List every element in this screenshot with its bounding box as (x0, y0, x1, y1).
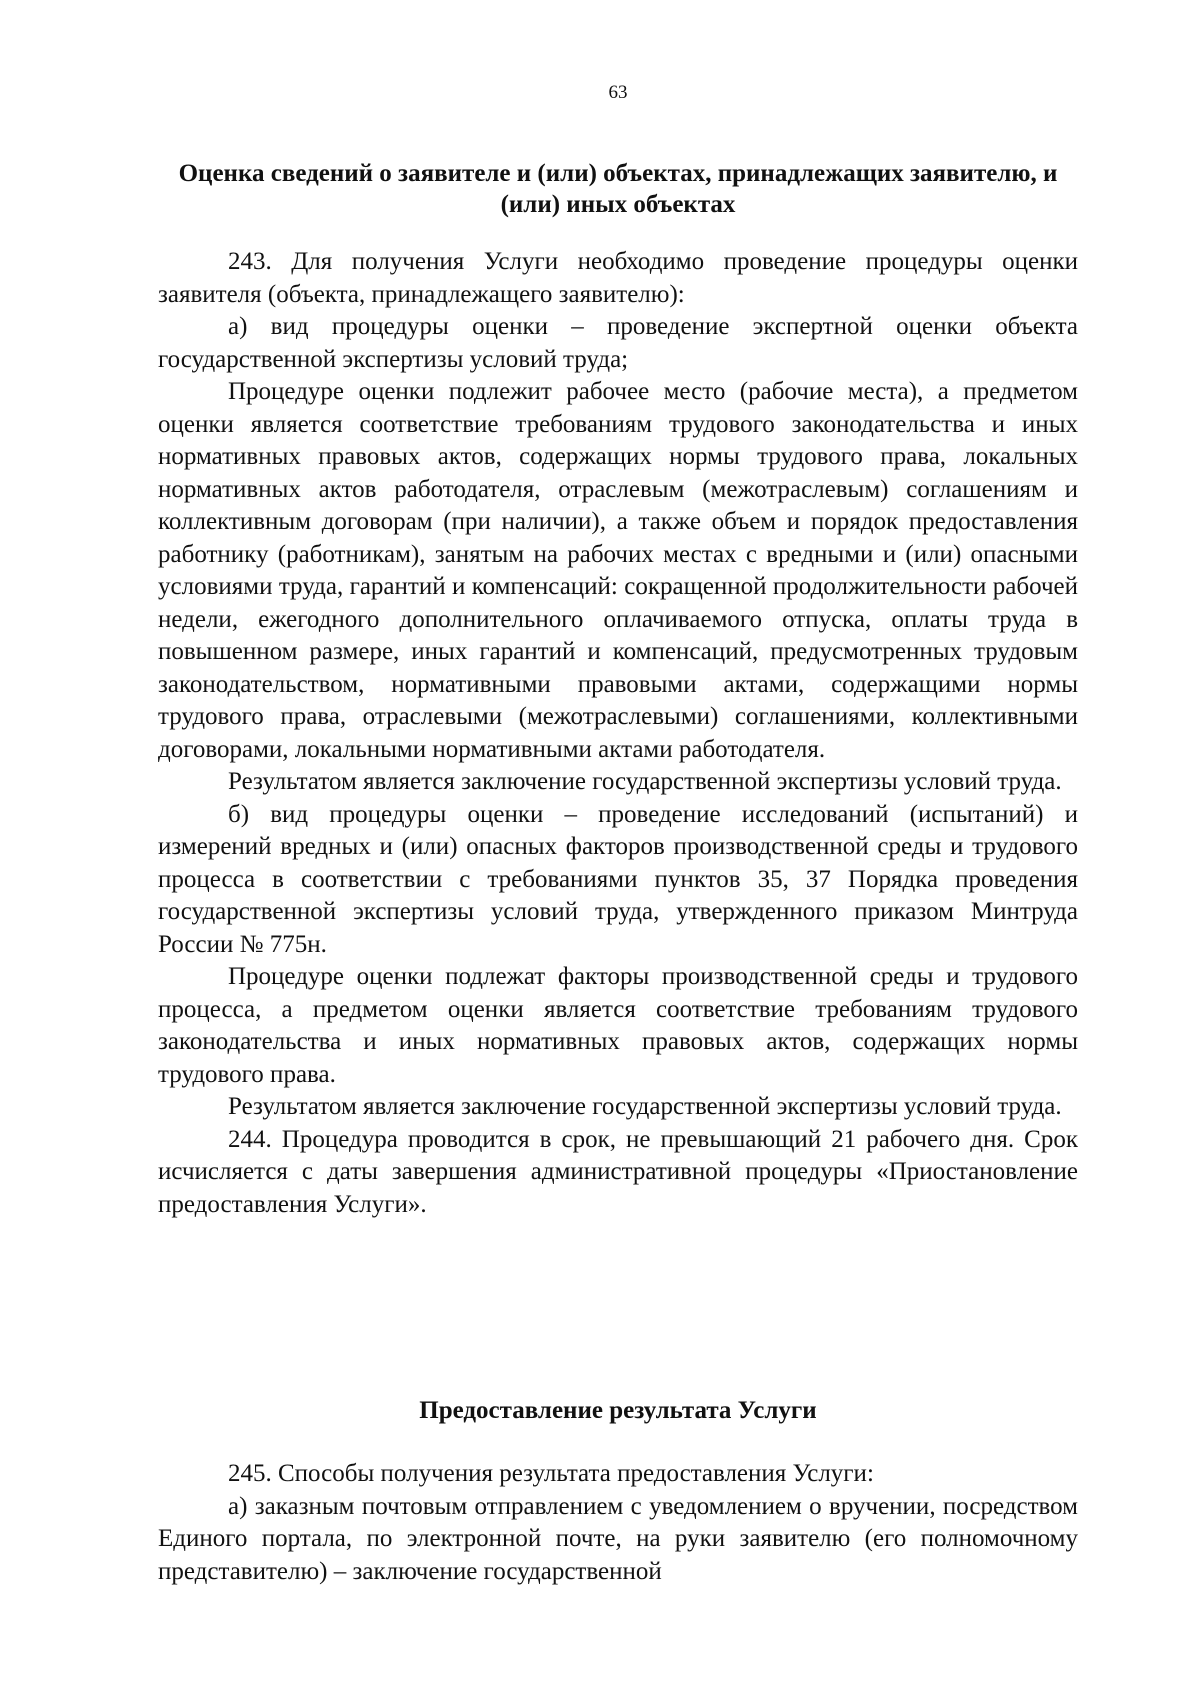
paragraph-243: 243. Для получения Услуги необходимо проведение процедуры оценки заявителя (объекта, принадлежащего заявителю): (158, 248, 1078, 308)
paragraph-245: 245. Способы получения результата предоставления Услуги: (228, 1460, 874, 1487)
section-heading-assessment: Оценка сведений о заявителе и (или) объектах, принадлежащих заявителю, и (или) иных объектах (178, 160, 1058, 218)
paragraph-result-a: Результатом является заключение государственной экспертизы условий труда. (228, 768, 1062, 795)
paragraph-assessment-subject-a: Процедуре оценки подлежит рабочее место (рабочие места), а предметом оценки является соответствие требованиям трудового законодательства и иных нормативных правовых актов, содержащих нормы трудового права, локальных нормативных актов работодателя, отраслевым (межотраслевым) соглашениям и коллективным договорам (при наличии), а также объем и порядок предоставления работнику (работникам), занятым на рабочих местах с вредными и (или) опасными условиями труда, гарантий и компенсаций: сокращенной продолжительности рабочей недели, ежегодного дополнительного оплачиваемого отпуска, оплаты труда в повышенном размере, иных гарантий и компенсаций, предусмотренных трудовым законодательством, нормативными правовыми актами, содержащими нормы трудового права, отраслевыми (межотраслевыми) соглашениями, коллективными договорами, локальными нормативными актами работодателя. (158, 378, 1078, 763)
paragraph-result-b: Результатом является заключение государственной экспертизы условий труда. (228, 1093, 1062, 1120)
section-body-result (158, 1458, 1078, 1588)
section-heading-result: Предоставление результата Услуги (419, 1397, 817, 1424)
section-body-assessment (158, 246, 1078, 1221)
paragraph-assessment-subject-b: Процедуре оценки подлежат факторы производственной среды и трудового процесса, а предметом оценки является соответствие требованиям трудового законодательства и иных нормативных правовых актов, содержащих нормы трудового права. (158, 963, 1078, 1088)
page-number: 63 (608, 82, 628, 103)
paragraph-245-a: а) заказным почтовым отправлением с уведомлением о вручении, посредством Единого портала, по электронной почте, на руки заявителю (его полномочному представителю) – заключение государственной (158, 1492, 1078, 1585)
paragraph-243-a: а) вид процедуры оценки – проведение экспертной оценки объекта государственной экспертизы условий труда; (158, 313, 1078, 373)
paragraph-243-b: б) вид процедуры оценки – проведение исследований (испытаний) и измерений вредных и (или) опасных факторов производственной среды и трудового процесса в соответствии с требованиями пунктов 35, 37 Порядка проведения государственной экспертизы условий труда, утвержденного приказом Минтруда России № 775н. (158, 800, 1078, 958)
paragraph-244: 244. Процедура проводится в срок, не превышающий 21 рабочего дня. Срок исчисляется с даты завершения административной процедуры «Приостановление предоставления Услуги». (158, 1125, 1078, 1218)
